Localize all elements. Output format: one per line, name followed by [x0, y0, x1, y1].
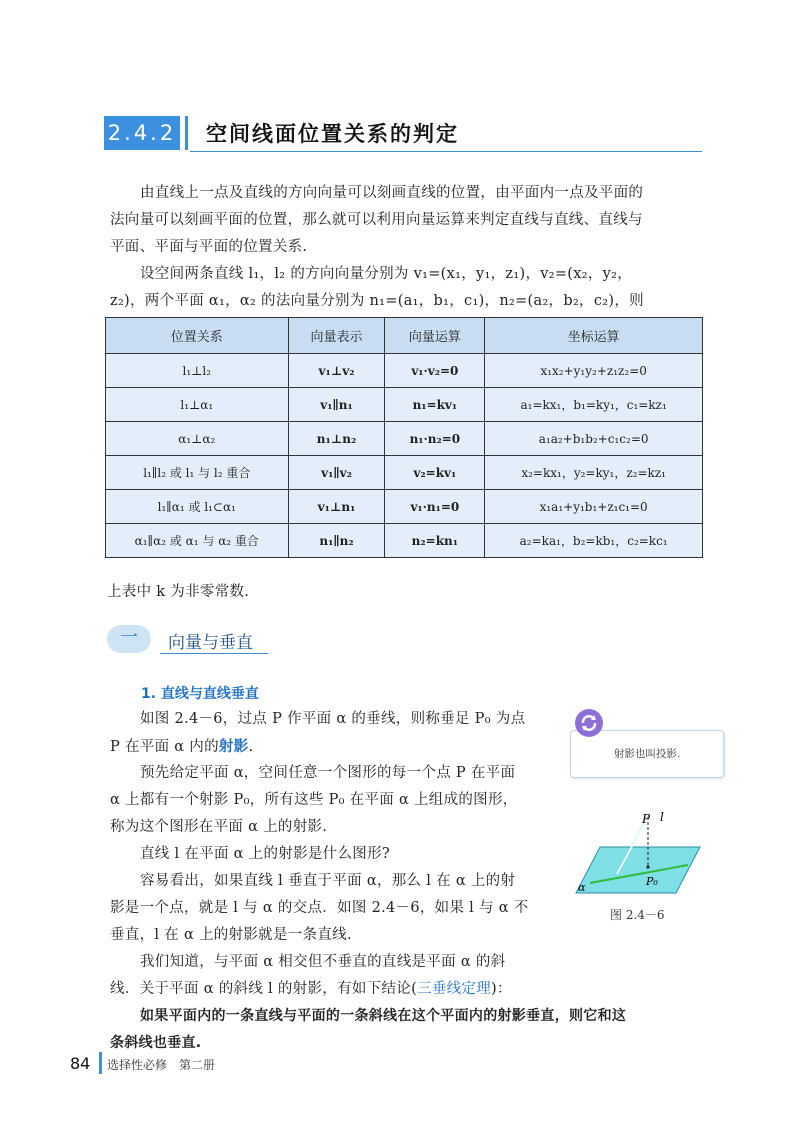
subsection-title: 向量与垂直: [168, 633, 253, 653]
table-cell: n₁⊥n₂: [288, 422, 385, 456]
section-underline: [190, 151, 702, 152]
body-line: 预先给定平面 α，空间任意一个图形的每一个点 P 在平面: [140, 765, 516, 781]
table-header: 坐标运算: [485, 318, 703, 354]
table-cell: a₂=ka₁，b₂=kb₁，c₂=kc₁: [485, 524, 703, 558]
section-divider: [185, 116, 188, 150]
body-line: 容易看出，如果直线 l 垂直于平面 α，那么 l 在 α 上的射: [140, 873, 516, 889]
term-three-perpendiculars: 三垂线定理: [417, 981, 492, 997]
intro-line-1: 由直线上一点及直线的方向向量可以刻画直线的位置，由平面内一点及平面的: [140, 185, 644, 201]
item-heading: 1. 直线与直线垂直: [141, 686, 259, 702]
table-cell: n₁∥n₂: [288, 524, 385, 558]
table-row: [106, 354, 703, 388]
table-cell: x₁a₁+y₁b₁+z₁c₁=0: [485, 490, 703, 524]
label-alpha: α: [578, 881, 586, 894]
table-cell: v₁∥n₁: [288, 388, 385, 422]
table-cell: l₁⊥α₁: [106, 388, 289, 422]
body-line: [110, 976, 512, 1003]
table-cell: v₁∥v₂: [288, 456, 385, 490]
table-cell: n₁·n₂=0: [385, 422, 485, 456]
body-line: 称为这个图形在平面 α 上的射影.: [110, 819, 328, 835]
subsection-underline: [160, 653, 268, 654]
label-P: P: [642, 812, 651, 826]
body-line: α 上都有一个射影 P₀，所有这些 P₀ 在平面 α 上组成的图形，: [110, 792, 518, 808]
body-line: 影是一个点，就是 l 与 α 的交点．如图 2.4－6，如果 l 与 α 不: [110, 900, 529, 916]
body-line: 垂直，l 在 α 上的射影就是一条直线.: [110, 927, 352, 943]
table-cell: l₁∥l₂ 或 l₁ 与 l₂ 重合: [106, 456, 289, 490]
table-row: [106, 490, 703, 524]
table-header: 向量运算: [385, 318, 485, 354]
subsection-number-badge: 一: [107, 625, 151, 653]
label-l: l: [660, 810, 664, 824]
body-text: P 在平面 α 内的: [110, 739, 219, 755]
term-projection: 射影: [218, 738, 249, 755]
table-cell: x₁x₂+y₁y₂+z₁z₂=0: [485, 354, 703, 388]
table-cell: α₁∥α₂ 或 α₁ 与 α₂ 重合: [106, 524, 289, 558]
table-cell: v₁⊥v₂: [288, 354, 385, 388]
table-header-row: [106, 318, 703, 354]
table-cell: l₁⊥l₂: [106, 354, 289, 388]
body-line: [110, 733, 253, 761]
table-cell: v₁·v₂=0: [385, 354, 485, 388]
table-cell: n₂=kn₁: [385, 524, 485, 558]
intro-line-4: 设空间两条直线 l₁，l₂ 的方向向量分别为 v₁=(x₁，y₁，z₁)，v₂=(x₂，y₂，: [140, 266, 633, 282]
table-cell: a₁a₂+b₁b₂+c₁c₂=0: [485, 422, 703, 456]
table-cell: a₁=kx₁，b₁=ky₁，c₁=kz₁: [485, 388, 703, 422]
book-title: 选择性必修 第二册: [107, 1058, 216, 1072]
theorem-line: 如果平面内的一条直线与平面的一条斜线在这个平面内的射影垂直，则它和这: [140, 1008, 627, 1024]
body-text: 线．关于平面 α 的斜线 l 的射影，有如下结论(: [110, 981, 418, 997]
table-cell: n₁=kv₁: [385, 388, 485, 422]
table-cell: l₁∥α₁ 或 l₁⊂α₁: [106, 490, 289, 524]
intro-line-5: z₂)，两个平面 α₁，α₂ 的法向量分别为 n₁=(a₁，b₁，c₁)，n₂=(a₂，b₂，c₂)，则: [110, 293, 644, 309]
point-P0: [646, 865, 649, 868]
body-line: 如图 2.4－6，过点 P 作平面 α 的垂线，则称垂足 P₀ 为点: [140, 711, 526, 727]
table-row: [106, 456, 703, 490]
refresh-icon: [574, 708, 604, 738]
table-header: 向量表示: [288, 318, 385, 354]
plane-alpha: [576, 847, 700, 893]
body-text: )：: [491, 981, 512, 997]
body-text: .: [248, 739, 254, 755]
body-line: 直线 l 在平面 α 上的射影是什么图形?: [140, 846, 390, 862]
sidenote-text: 射影也叫投影.: [613, 748, 681, 760]
figure-2-4-6: [570, 805, 710, 905]
label-P0: P₀: [646, 875, 658, 888]
table-header: 位置关系: [106, 318, 289, 354]
table-row: [106, 388, 703, 422]
table-note: 上表中 k 为非零常数.: [107, 584, 250, 600]
table-row: [106, 422, 703, 456]
section-number: 2.4.2: [104, 116, 180, 150]
table-row: [106, 524, 703, 558]
body-line: 我们知道，与平面 α 相交但不垂直的直线是平面 α 的斜: [140, 954, 506, 970]
table-cell: α₁⊥α₂: [106, 422, 289, 456]
figure-caption: 图 2.4－6: [610, 908, 665, 922]
table-cell: v₂=kv₁: [385, 456, 485, 490]
theorem-line: 条斜线也垂直.: [110, 1035, 202, 1051]
footer-divider: [99, 1052, 102, 1074]
intro-line-3: 平面、平面与平面的位置关系.: [110, 239, 308, 255]
page-number: 84: [70, 1054, 91, 1073]
table-cell: v₁·n₁=0: [385, 490, 485, 524]
intro-line-2: 法向量可以刻画平面的位置，那么就可以利用向量运算来判定直线与直线、直线与: [110, 212, 643, 228]
table-cell: x₂=kx₁，y₂=ky₁，z₂=kz₁: [485, 456, 703, 490]
table-cell: v₁⊥n₁: [288, 490, 385, 524]
section-title: 空间线面位置关系的判定: [206, 122, 459, 146]
position-relation-table: [105, 317, 703, 558]
